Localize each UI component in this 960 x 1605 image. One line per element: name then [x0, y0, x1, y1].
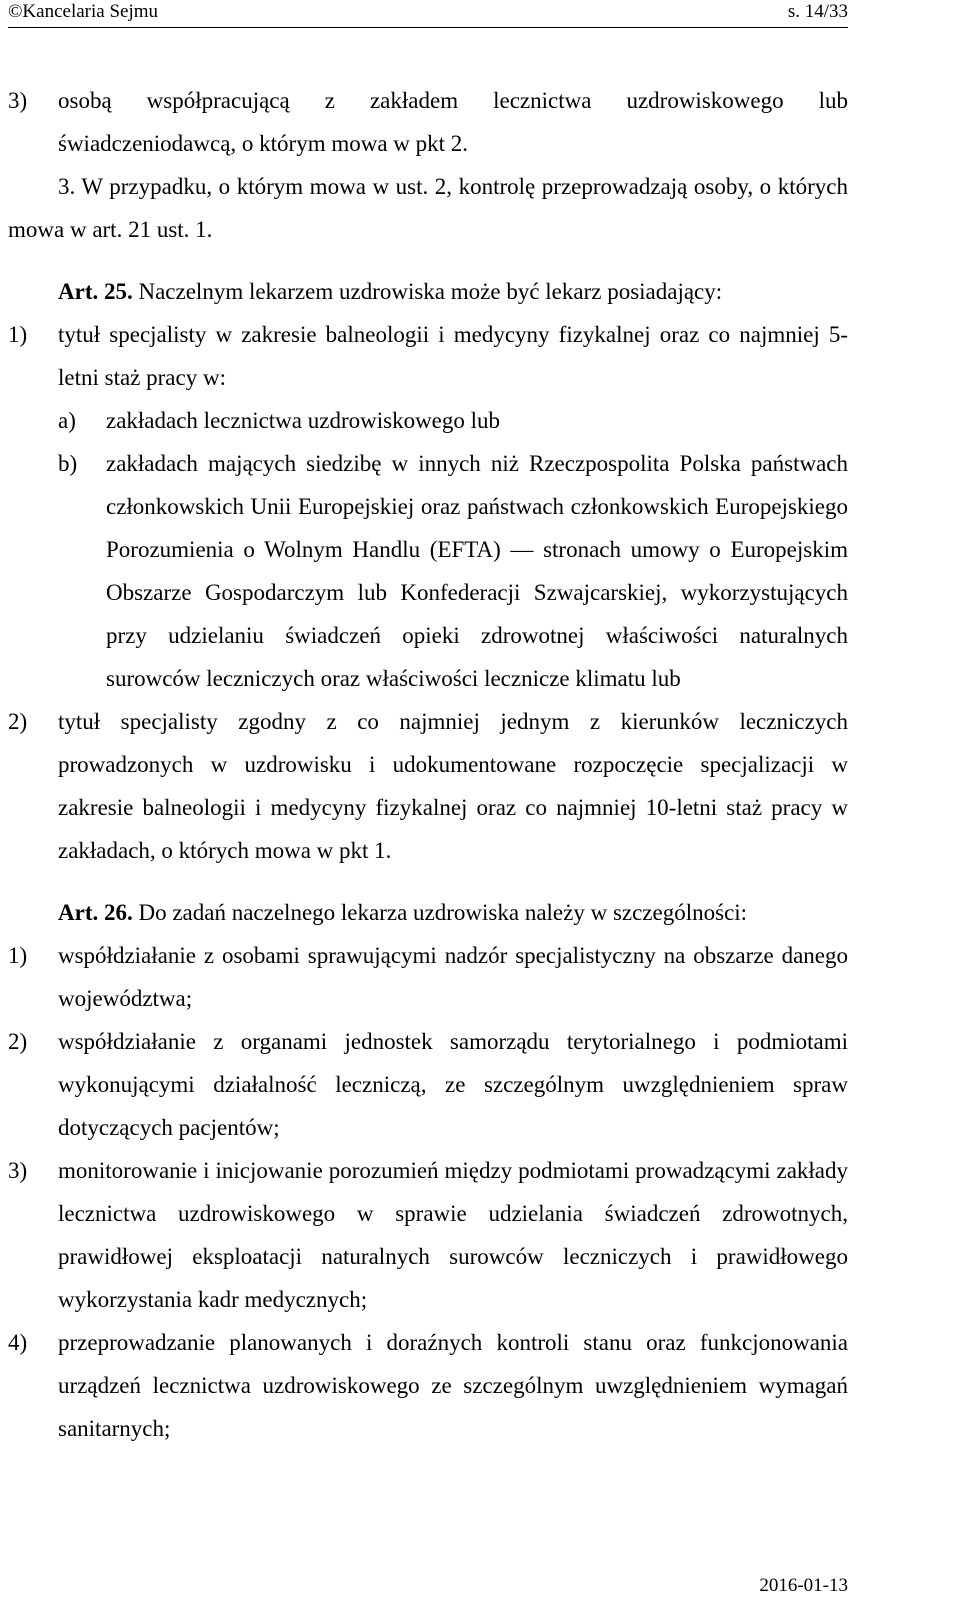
- article-lead: Do zadań naczelnego lekarza uzdrowiska należy w szczególności:: [138, 900, 748, 925]
- article-26-heading: [8, 891, 848, 934]
- header-publisher: ©Kancelaria Sejmu: [8, 1, 159, 22]
- paragraph: [8, 165, 848, 251]
- item-text: monitorowanie i inicjowanie porozumień między podmiotami prowadzącymi zakłady lecznictwa uzdrowiskowego w sprawie udzielania świadczeń zdrowotnych, prawidłowej eksploatacji naturalnych surowców leczniczych i prawidłowego wykorzystania kadr medycznych;: [58, 1158, 848, 1312]
- page-header: [8, 0, 848, 28]
- list-item: [8, 934, 848, 1020]
- list-item: [8, 1149, 848, 1321]
- article-lead: Naczelnym lekarzem uzdrowiska może być lekarz posiadający:: [138, 279, 723, 304]
- sub-item-text: zakładach lecznictwa uzdrowiskowego lub: [106, 408, 501, 433]
- item-number: 4): [8, 1330, 28, 1355]
- item-text: tytuł specjalisty zgodny z co najmniej jednym z kierunków leczniczych prowadzonych w uzdrowisku i udokumentowane rozpoczęcie specjalizacji w zakresie balneologii i medycyny fizykalnej oraz co najmniej 10-letni staż pracy w zakładach, o których mowa w pkt 1.: [58, 709, 848, 863]
- header-page-number: s. 14/33: [787, 1, 848, 22]
- article-25-heading: [8, 270, 848, 313]
- page-footer-date: 2016-01-13: [759, 1575, 848, 1596]
- list-item: [8, 313, 848, 399]
- item-text: osobą współpracującą z zakładem lecznictwa uzdrowiskowego lub świadczeniodawcą, o którym mowa w pkt 2.: [58, 88, 848, 156]
- article-label: Art. 25.: [58, 279, 133, 304]
- item-number: 1): [8, 322, 28, 347]
- list-item: [8, 79, 848, 165]
- article-label: Art. 26.: [58, 900, 133, 925]
- list-item: [8, 700, 848, 872]
- item-number: 3): [8, 88, 28, 113]
- item-text: tytuł specjalisty w zakresie balneologii i medycyny fizykalnej oraz co najmniej 5-letni staż pracy w:: [58, 322, 848, 390]
- list-item: [8, 1321, 848, 1450]
- sub-item-letter: a): [58, 408, 76, 433]
- item-text: współdziałanie z osobami sprawującymi nadzór specjalistyczny na obszarze danego województwa;: [58, 943, 848, 1011]
- paragraph-text: 3. W przypadku, o którym mowa w ust. 2, kontrolę przeprowadzają osoby, o których mowa w art. 21 ust. 1.: [8, 174, 848, 242]
- item-number: 3): [8, 1158, 28, 1183]
- document-body: [8, 79, 848, 1450]
- item-number: 1): [8, 943, 28, 968]
- sub-item: [58, 399, 848, 442]
- sub-item: [58, 442, 848, 700]
- sub-item-letter: b): [58, 451, 78, 476]
- sub-item-text: zakładach mających siedzibę w innych niż Rzeczpospolita Polska państwach członkowskich Unii Europejskiej oraz państwach członkowskich Europejskiego Porozumienia o Wolnym Handlu (EFTA) — stronach umowy o Europejskim Obszarze Gospodarczym lub Konfederacji Szwajcarskiej, wykorzystujących przy udzielaniu świadczeń opieki zdrowotnej właściwości naturalnych surowców leczniczych oraz właściwości lecznicze klimatu lub: [106, 451, 848, 691]
- item-text: przeprowadzanie planowanych i doraźnych kontroli stanu oraz funkcjonowania urządzeń lecznictwa uzdrowiskowego ze szczególnym uwzględnieniem wymagań sanitarnych;: [58, 1330, 848, 1441]
- item-text: współdziałanie z organami jednostek samorządu terytorialnego i podmiotami wykonującymi działalność leczniczą, ze szczególnym uwzględnieniem spraw dotyczących pacjentów;: [58, 1029, 848, 1140]
- item-number: 2): [8, 709, 28, 734]
- list-item: [8, 1020, 848, 1149]
- item-number: 2): [8, 1029, 28, 1054]
